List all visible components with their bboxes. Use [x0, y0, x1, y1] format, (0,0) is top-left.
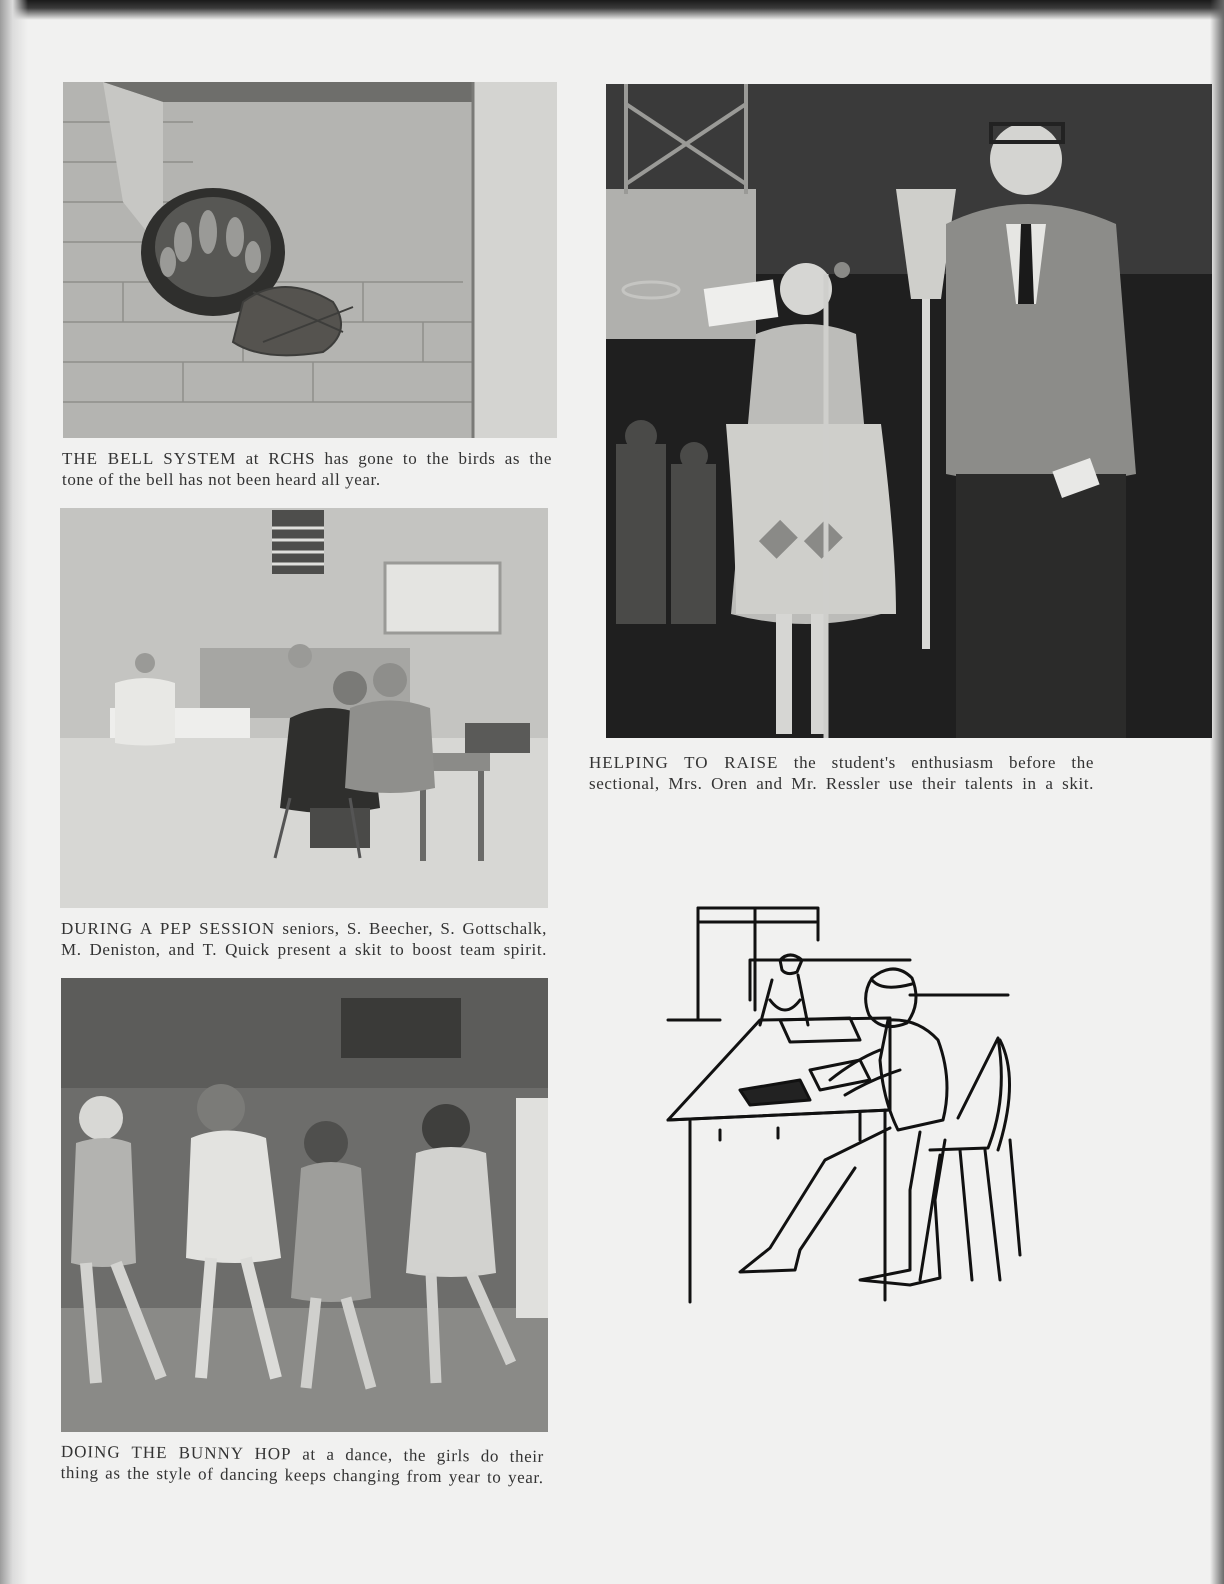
- photo-bunny-hop: [61, 978, 548, 1432]
- caption-bunny-hop: [61, 1441, 544, 1488]
- photo-skit-stage: [606, 84, 1212, 738]
- photo-bell-nest: [63, 82, 557, 438]
- page-edge-top: [0, 0, 1224, 20]
- caption-bell-system-line2: tone of the bell has not been heard all year.: [62, 470, 381, 489]
- page-edge-right: [1210, 0, 1224, 1584]
- caption-pep-session: [61, 918, 547, 960]
- drawing-student-at-desk: [660, 900, 1030, 1310]
- caption-helping-raise-line2: sectional, Mrs. Oren and Mr. Ressler use their talents in a skit.: [589, 774, 1094, 793]
- caption-bunny-hop-lead: DOING THE BUNNY HOP: [60, 1442, 292, 1464]
- caption-bunny-hop-line1: at a dance, the girls do their: [291, 1444, 544, 1467]
- caption-helping-raise: [589, 752, 1094, 794]
- caption-pep-session-line1: seniors, S. Beecher, S. Gottschalk,: [275, 919, 547, 938]
- page-edge-left: [0, 0, 28, 1584]
- photo-pep-session: [60, 508, 548, 908]
- caption-pep-session-lead: DURING A PEP SESSION: [61, 919, 276, 938]
- caption-bunny-hop-line2: thing as the style of dancing keeps changing from year to year.: [60, 1462, 544, 1488]
- caption-bell-system: [62, 448, 552, 490]
- caption-helping-raise-line1: the student's enthusiasm before the: [778, 753, 1094, 772]
- caption-pep-session-line2: M. Deniston, and T. Quick present a skit to boost team spirit.: [61, 940, 547, 959]
- caption-bell-system-line1: at RCHS has gone to the birds as the: [236, 449, 552, 468]
- caption-helping-raise-lead: HELPING TO RAISE: [589, 753, 779, 772]
- caption-bell-system-lead: THE BELL SYSTEM: [62, 449, 237, 468]
